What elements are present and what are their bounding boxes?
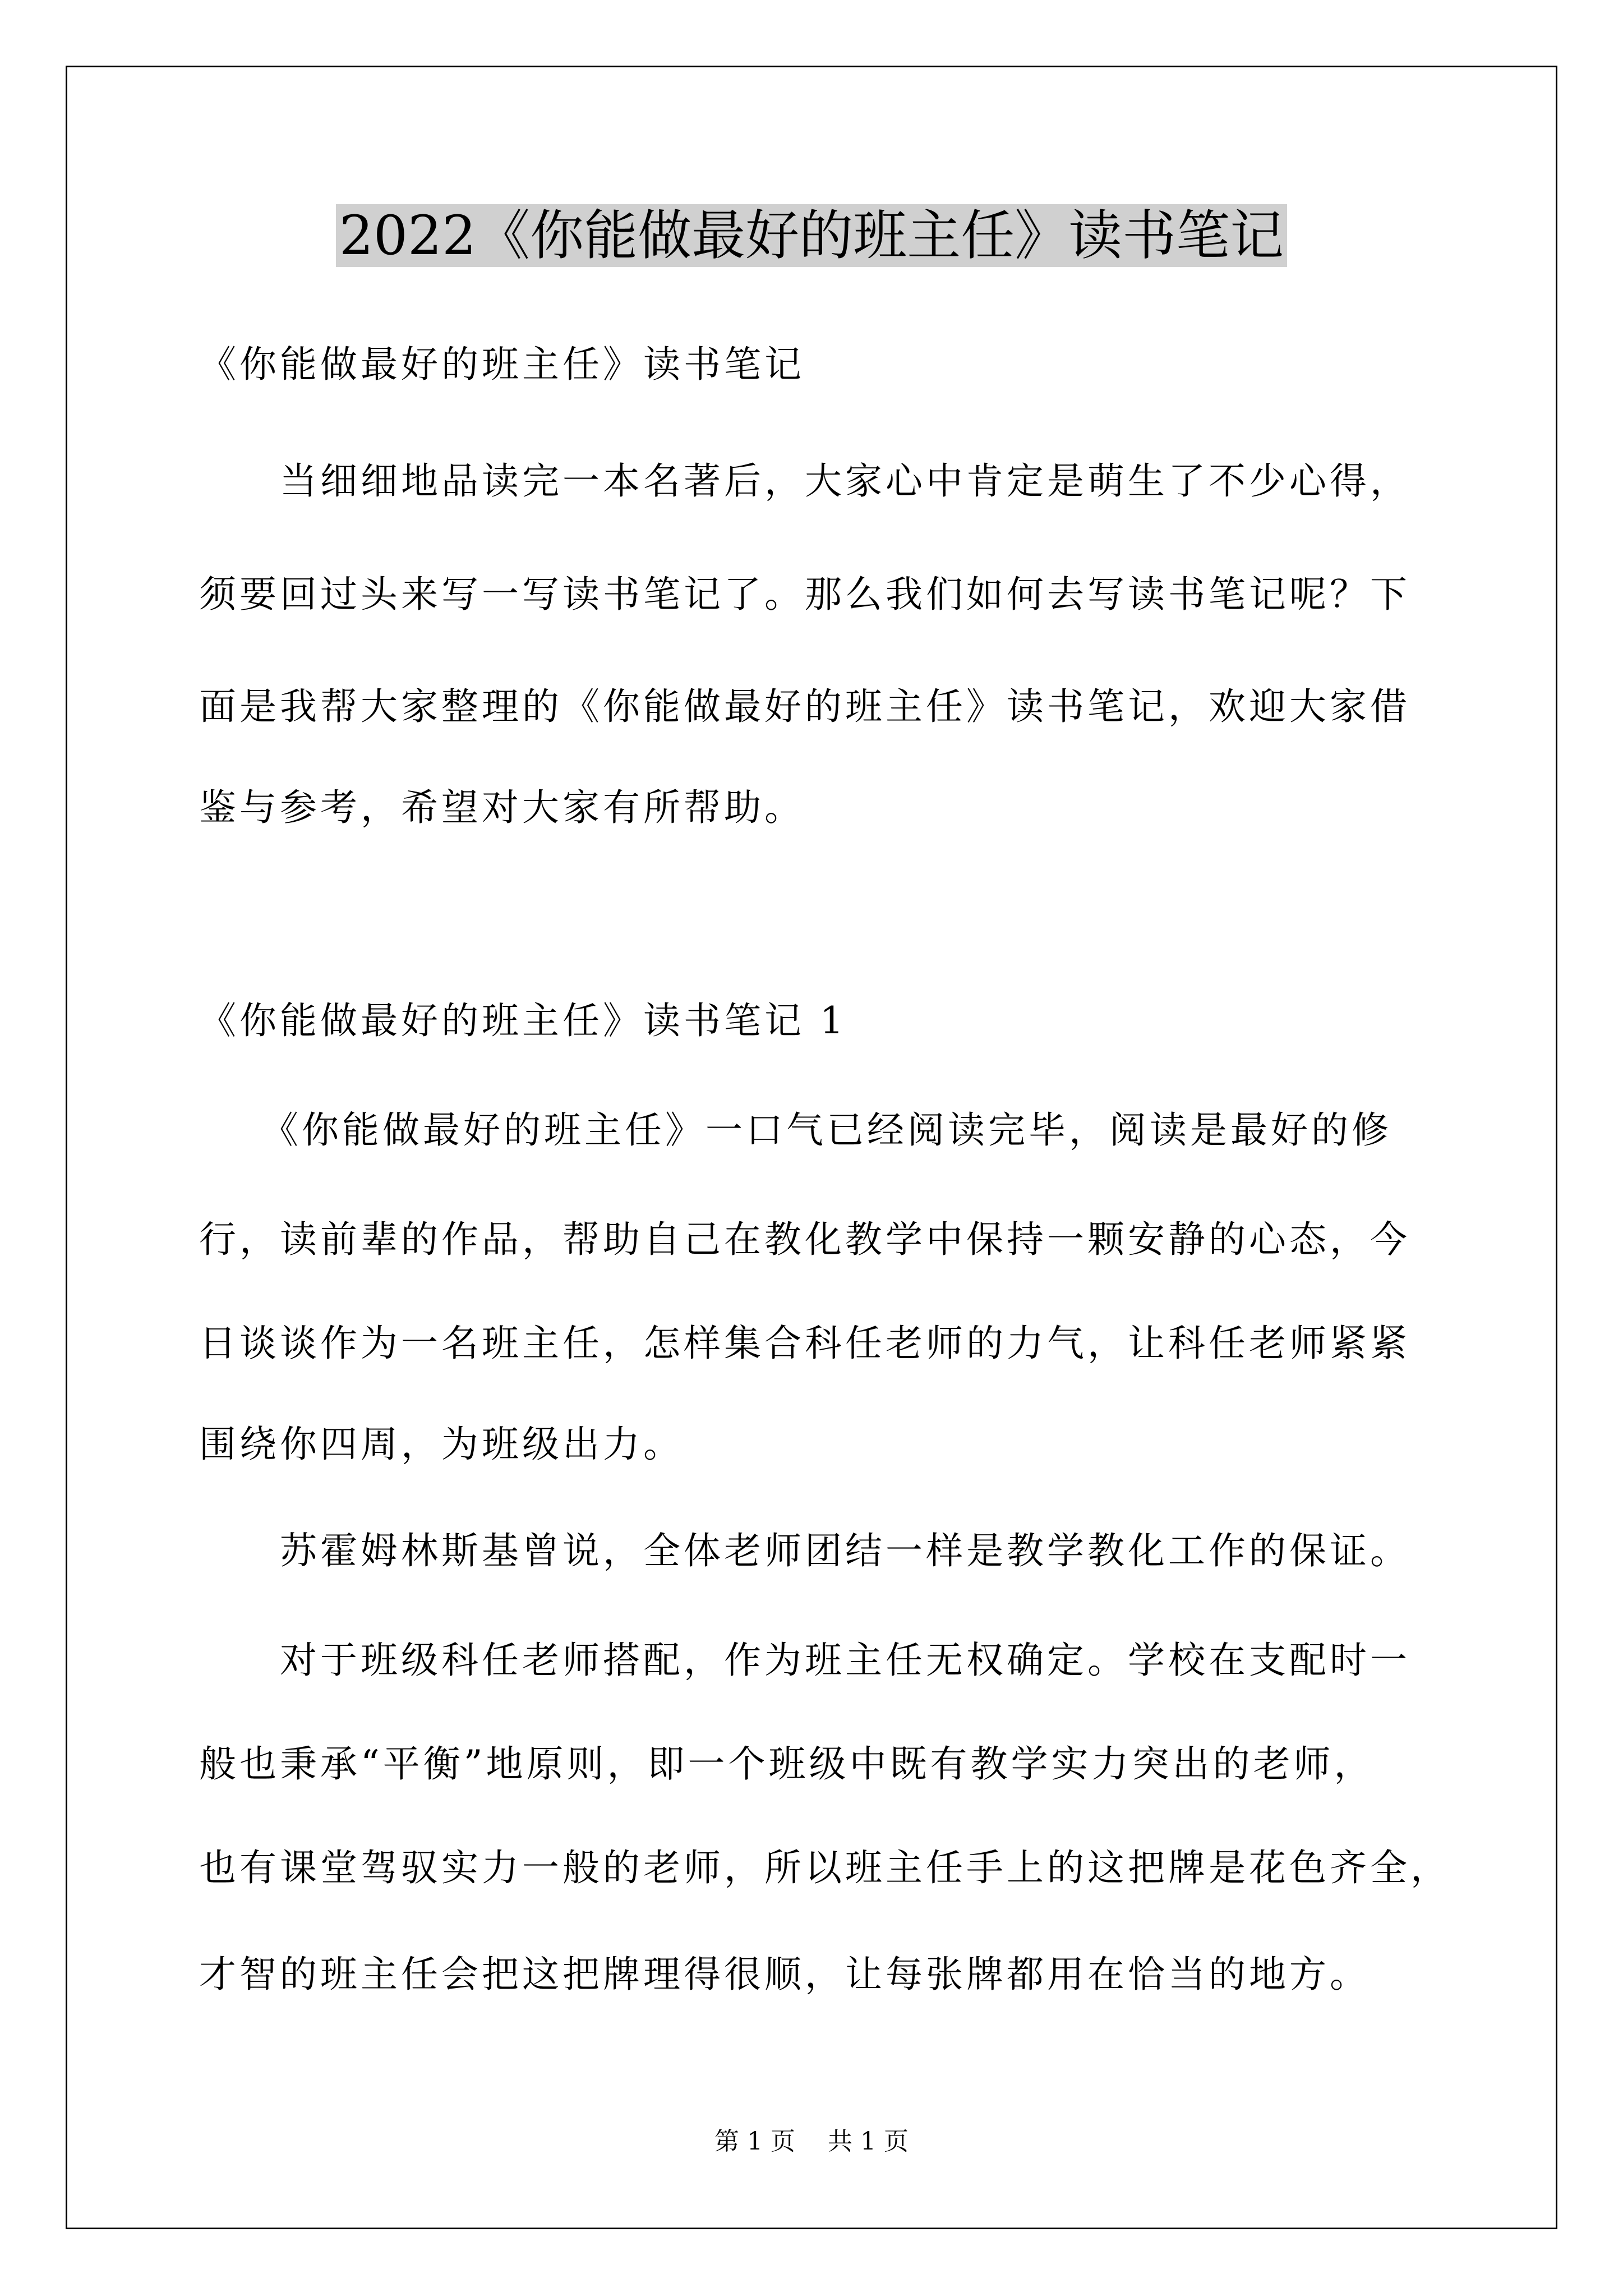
- paragraph-line: 也有课堂驾驭实力一般的老师，所以班主任手上的这把牌是花色齐全，: [199, 1846, 1451, 1889]
- intro-line: 鉴与参考，希望对大家有所帮助。: [199, 786, 805, 829]
- intro-line: 面是我帮大家整理的《你能做最好的班主任》读书笔记，欢迎大家借: [199, 685, 1410, 728]
- intro-line: 须要回过头来写一写读书笔记了。那么我们如何去写读书笔记呢？下: [199, 573, 1410, 616]
- document-title: [0, 196, 1623, 275]
- paragraph-line: 般也秉承“平衡”地原则，即一个班级中既有教学实力突出的老师，: [199, 1742, 1375, 1786]
- paragraph-line: 围绕你四周，为班级出力。: [199, 1423, 684, 1466]
- paragraph-line: 《你能做最好的班主任》一口气已经阅读完毕，阅读是最好的修: [199, 1108, 1392, 1152]
- paragraph-line: 对于班级科任老师搭配，作为班主任无权确定。学校在支配时一: [199, 1639, 1410, 1682]
- paragraph-line: 才智的班主任会把这把牌理得很顺，让每张牌都用在恰当的地方。: [199, 1953, 1370, 1996]
- subtitle: 《你能做最好的班主任》读书笔记: [199, 343, 805, 386]
- section-heading: 《你能做最好的班主任》读书笔记 1: [199, 999, 847, 1042]
- paragraph-line: 行，读前辈的作品，帮助自己在教化教学中保持一颗安静的心态，今: [199, 1218, 1410, 1261]
- page-footer: 第 1 页 共 1 页: [714, 2127, 909, 2156]
- paragraph-line: 日谈谈作为一名班主任，怎样集合科任老师的力气，让科任老师紧紧: [199, 1322, 1410, 1365]
- paragraph-line: 苏霍姆林斯基曾说，全体老师团结一样是教学教化工作的保证。: [199, 1529, 1410, 1572]
- intro-line: 当细细地品读完一本名著后，大家心中肯定是萌生了不少心得，: [199, 459, 1410, 503]
- title-text: 2022《你能做最好的班主任》读书笔记: [336, 204, 1287, 267]
